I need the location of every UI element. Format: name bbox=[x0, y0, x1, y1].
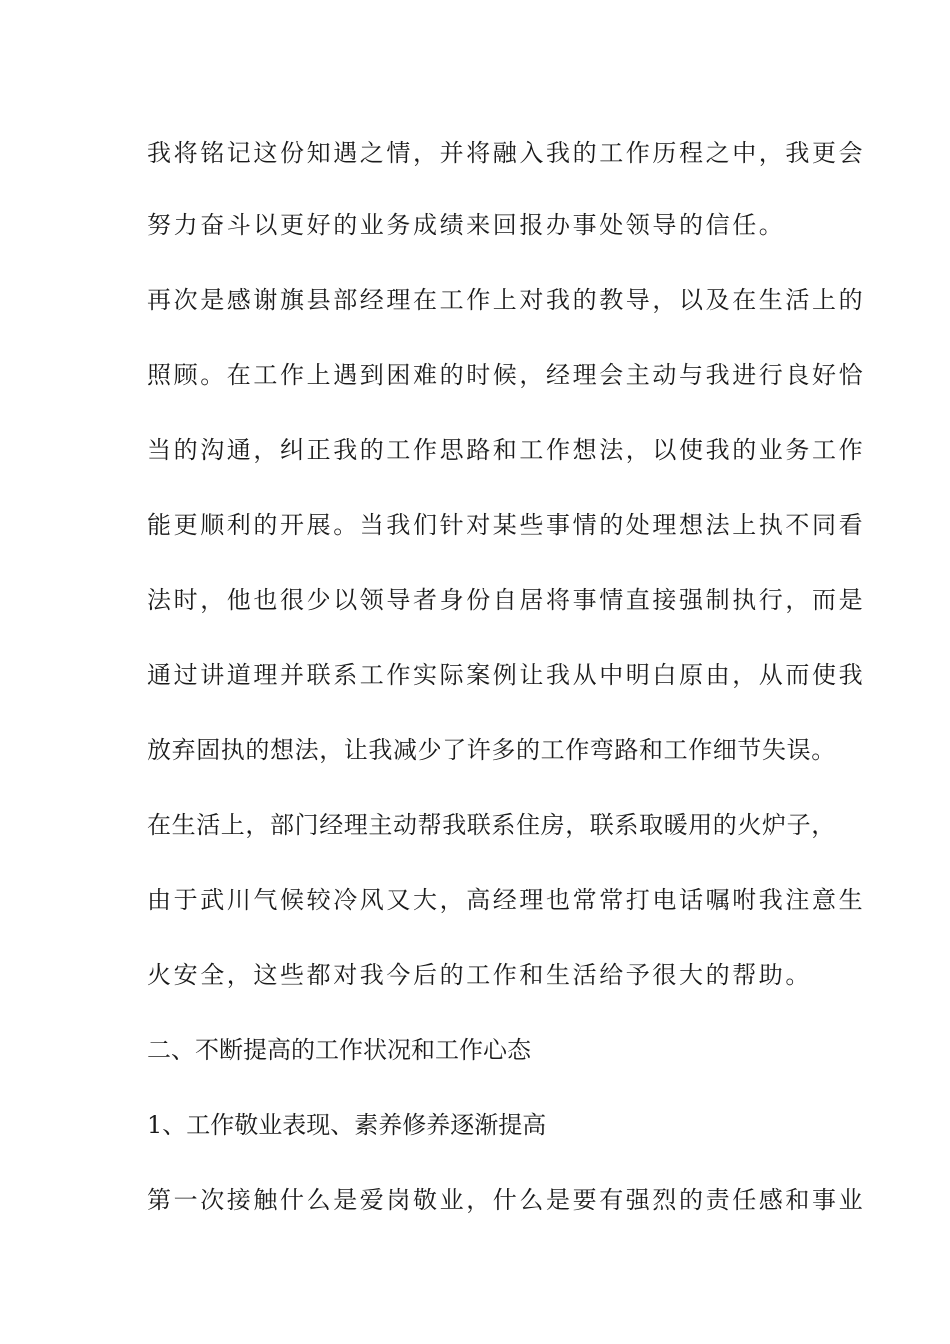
paragraph-line-13: 第一次接触什么是爱岗敬业，什么是要有强烈的责任感和事业 bbox=[147, 1186, 866, 1214]
paragraph-line-5: 当的沟通，纠正我的工作思路和工作想法，以使我的业务工作 bbox=[147, 436, 866, 464]
paragraph-line-8: 通过讲道理并联系工作实际案例让我从中明白原由，从而使我 bbox=[147, 661, 866, 689]
paragraph-line-9: 放弃固执的想法，让我减少了许多的工作弯路和工作细节失误。 bbox=[147, 736, 836, 764]
paragraph-line-1: 我将铭记这份知遇之情，并将融入我的工作历程之中，我更会 bbox=[147, 139, 866, 167]
paragraph-line-3: 再次是感谢旗县部经理在工作上对我的教导，以及在生活上的 bbox=[147, 286, 866, 314]
paragraph-line-6: 能更顺利的开展。当我们针对某些事情的处理想法上执不同看 bbox=[147, 511, 866, 539]
paragraph-line-2: 努力奋斗以更好的业务成绩来回报办事处领导的信任。 bbox=[147, 211, 786, 239]
paragraph-line-11: 由于武川气候较冷风又大，高经理也常常打电话嘱咐我注意生 bbox=[147, 886, 866, 914]
subsection-heading: 1、工作敬业表现、素养修养逐渐提高 bbox=[147, 1111, 547, 1139]
paragraph-line-7: 法时，他也很少以领导者身份自居将事情直接强制执行，而是 bbox=[147, 586, 866, 614]
paragraph-line-4: 照顾。在工作上遇到困难的时候，经理会主动与我进行良好恰 bbox=[147, 361, 866, 389]
section-heading: 二、不断提高的工作状况和工作心态 bbox=[147, 1036, 531, 1064]
paragraph-line-12: 火安全，这些都对我今后的工作和生活给予很大的帮助。 bbox=[147, 961, 812, 989]
paragraph-line-10: 在生活上，部门经理主动帮我联系住房，联系取暖用的火炉子， bbox=[147, 811, 836, 839]
